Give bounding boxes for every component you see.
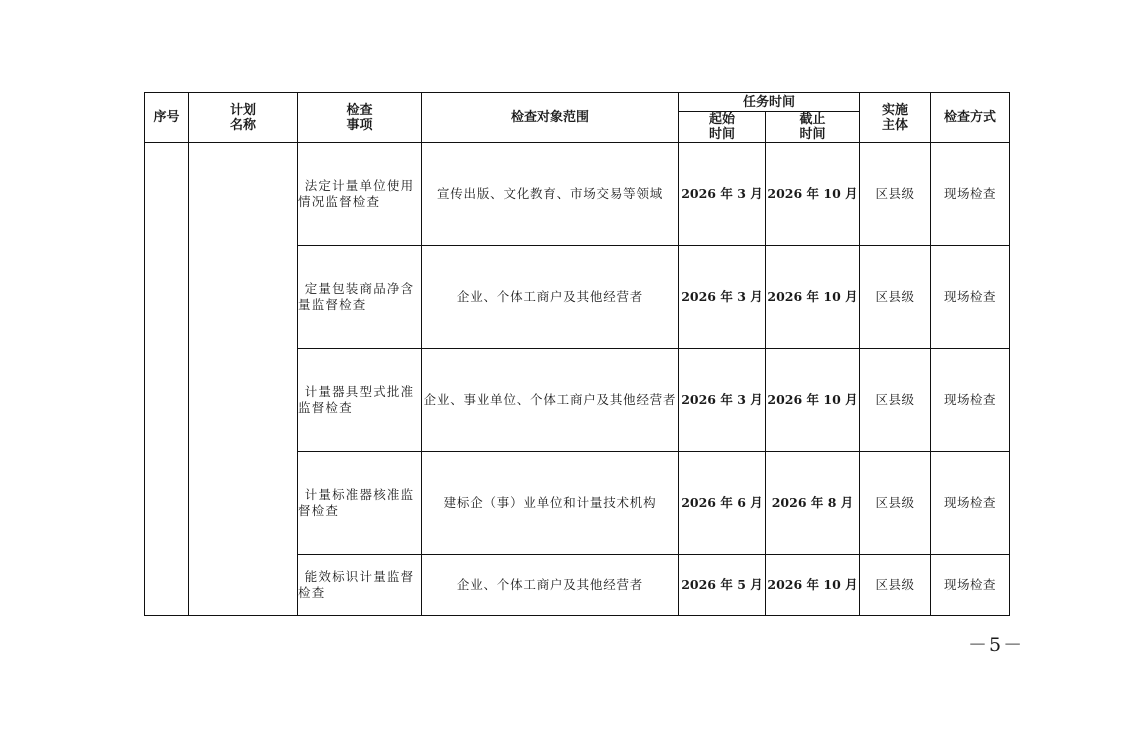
start-time-cell: 2026 年 3 月	[679, 143, 766, 246]
header-method: 检查方式	[931, 93, 1010, 143]
header-body: 实施 主体	[860, 93, 931, 143]
item-cell: 计量器具型式批准监督检查	[298, 349, 422, 452]
body-cell: 区县级	[860, 143, 931, 246]
scope-cell: 宣传出版、文化教育、市场交易等领域	[422, 143, 679, 246]
start-time-cell: 2026 年 3 月	[679, 246, 766, 349]
item-cell: 计量标准器核准监督检查	[298, 452, 422, 555]
inspection-plan-table	[144, 92, 1010, 616]
header-seq: 序号	[145, 93, 189, 143]
item-cell: 法定计量单位使用情况监督检查	[298, 143, 422, 246]
header-end-time: 截止 时间	[766, 112, 860, 143]
start-time-cell: 2026 年 6 月	[679, 452, 766, 555]
body-cell: 区县级	[860, 555, 931, 616]
table-body	[145, 143, 1010, 616]
method-cell: 现场检查	[931, 452, 1010, 555]
plan-name-cell	[189, 143, 298, 616]
start-time-cell: 2026 年 3 月	[679, 349, 766, 452]
end-time-cell: 2026 年 10 月	[766, 246, 860, 349]
header-item: 检查 事项	[298, 93, 422, 143]
method-cell: 现场检查	[931, 555, 1010, 616]
end-time-cell: 2026 年 10 月	[766, 349, 860, 452]
header-plan-name: 计划 名称	[189, 93, 298, 143]
end-time-cell: 2026 年 10 月	[766, 555, 860, 616]
start-time-cell: 2026 年 5 月	[679, 555, 766, 616]
header-task-time: 任务时间	[679, 93, 860, 112]
seq-cell	[145, 143, 189, 616]
scope-cell: 企业、个体工商户及其他经营者	[422, 555, 679, 616]
body-cell: 区县级	[860, 452, 931, 555]
item-cell: 能效标识计量监督检查	[298, 555, 422, 616]
end-time-cell: 2026 年 8 月	[766, 452, 860, 555]
scope-cell: 建标企（事）业单位和计量技术机构	[422, 452, 679, 555]
method-cell: 现场检查	[931, 246, 1010, 349]
body-cell: 区县级	[860, 349, 931, 452]
method-cell: 现场检查	[931, 143, 1010, 246]
page-number: －5－	[968, 634, 1025, 656]
table-header	[145, 93, 1010, 143]
method-cell: 现场检查	[931, 349, 1010, 452]
end-time-cell: 2026 年 10 月	[766, 143, 860, 246]
header-scope: 检查对象范围	[422, 93, 679, 143]
header-start-time: 起始 时间	[679, 112, 766, 143]
body-cell: 区县级	[860, 246, 931, 349]
scope-cell: 企业、个体工商户及其他经营者	[422, 246, 679, 349]
table-row	[145, 143, 1010, 246]
scope-cell: 企业、事业单位、个体工商户及其他经营者	[422, 349, 679, 452]
item-cell: 定量包装商品净含量监督检查	[298, 246, 422, 349]
